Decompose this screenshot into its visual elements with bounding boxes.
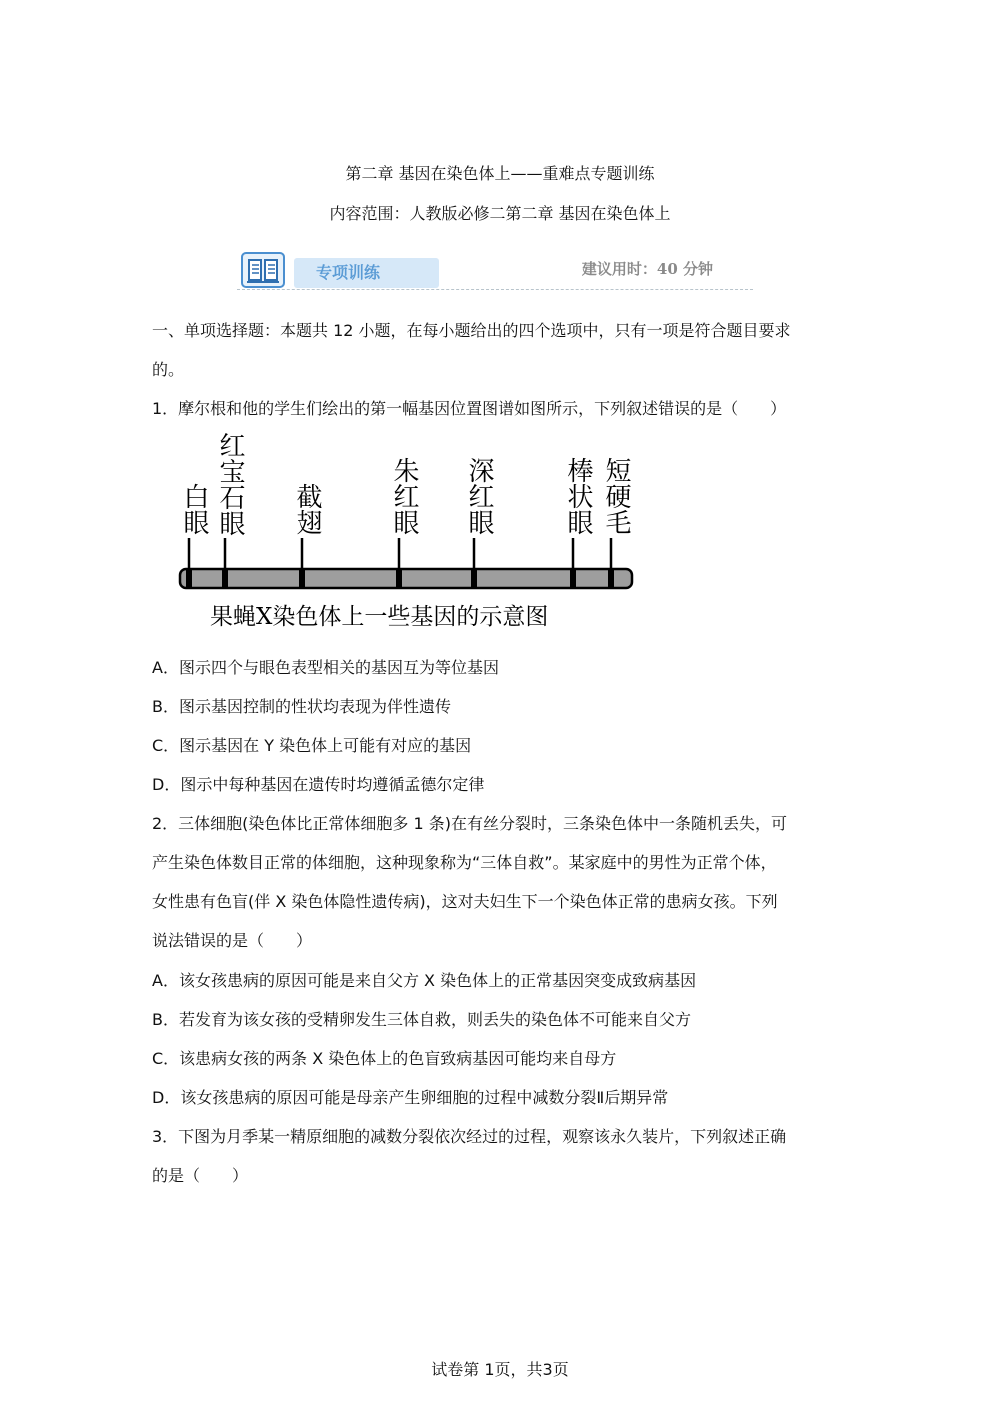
page-subtitle: 内容范围：人教版必修二第二章 基因在染色体上: [329, 204, 671, 223]
section-heading-line-1: 一、单项选择题：本题共 12 小题，在每小题给出的四个选项中，只有一项是符合题目要求: [152, 321, 791, 340]
figure-caption: 果蝇X染色体上一些基因的示意图: [210, 604, 549, 630]
question-1-option-d: D．图示中每种基因在遗传时均遵循孟德尔定律: [152, 775, 485, 794]
question-1-option-a: A．图示四个与眼色表型相关的基因互为等位基因: [152, 658, 499, 677]
banner-divider: [237, 289, 753, 290]
question-3-stem-line-2: 的是（ ）: [152, 1166, 249, 1185]
gene-label-bar-eye: 棒状眼: [563, 457, 593, 535]
gene-label-carmine-eye: 深红眼: [464, 457, 494, 535]
question-2-option-c: C．该患病女孩的两条 X 染色体上的色盲致病基因可能均来自母方: [152, 1049, 617, 1068]
question-2-stem-line-4: 说法错误的是（ ）: [152, 931, 313, 950]
page-title: 第二章 基因在染色体上——重难点专题训练: [345, 164, 655, 183]
chromosome-bar: [180, 569, 632, 588]
banner-label: 专项训练: [294, 258, 439, 288]
question-2-stem-line-3: 女性患有色盲(伴 X 染色体隐性遗传病)，这对夫妇生下一个染色体正常的患病女孩。下列: [152, 892, 778, 911]
gene-label-cut-wing: 截翅: [292, 483, 322, 535]
training-banner: [237, 248, 753, 294]
book-icon: [241, 252, 285, 288]
question-2-stem-line-1: 2．三体细胞(染色体比正常体细胞多 1 条)在有丝分裂时，三条染色体中一条随机丢失，可: [152, 814, 788, 833]
question-2-option-d: D．该女孩患病的原因可能是母亲产生卵细胞的过程中减数分裂Ⅱ后期异常: [152, 1088, 669, 1107]
page-footer: 试卷第 1页，共3页: [431, 1360, 569, 1379]
question-1-stem: 1．摩尔根和他的学生们绘出的第一幅基因位置图谱如图所示，下列叙述错误的是（ ）: [152, 399, 787, 418]
gene-map-figure: [170, 430, 650, 635]
gene-label-short-bristle: 短硬毛: [601, 457, 631, 535]
gene-label-vermilion-eye: 朱红眼: [389, 457, 419, 535]
question-2-option-b: B．若发育为该女孩的受精卵发生三体自救，则丢失的染色体不可能来自父方: [152, 1010, 691, 1029]
question-1-option-b: B．图示基因控制的性状均表现为伴性遗传: [152, 697, 451, 716]
question-2-option-a: A．该女孩患病的原因可能是来自父方 X 染色体上的正常基因突变成致病基因: [152, 971, 697, 990]
section-heading-line-2: 的。: [152, 360, 185, 379]
gene-label-white-eye: 白眼: [179, 483, 209, 535]
gene-label-ruby-eye: 红宝石眼: [215, 432, 245, 536]
question-1-option-c: C．图示基因在 Y 染色体上可能有对应的基因: [152, 736, 472, 755]
question-2-stem-line-2: 产生染色体数目正常的体细胞，这种现象称为“三体自救”。某家庭中的男性为正常个体，: [152, 853, 777, 872]
question-3-stem-line-1: 3．下图为月季某一精原细胞的减数分裂依次经过的过程，观察该永久装片，下列叙述正确: [152, 1127, 787, 1146]
suggested-time: 建议用时：40 分钟: [581, 260, 713, 278]
